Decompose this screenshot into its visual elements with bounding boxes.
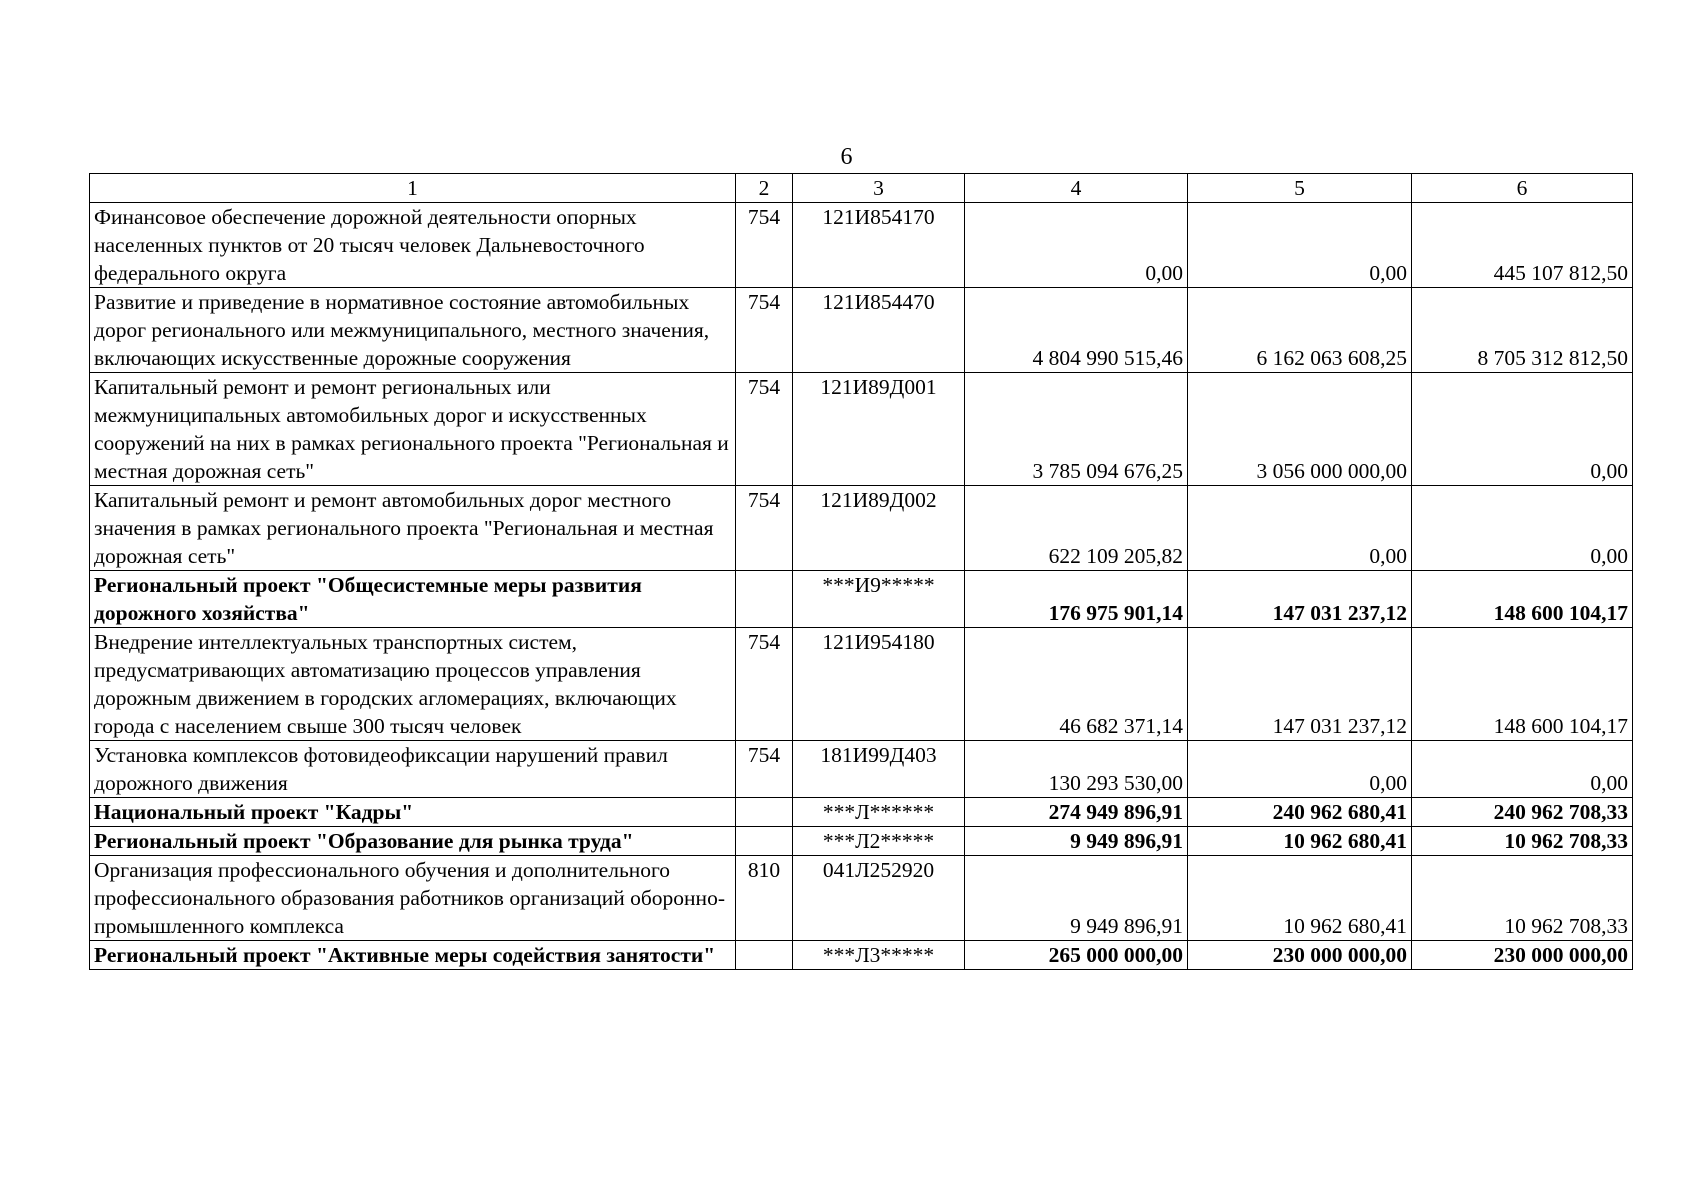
row-ved-code (736, 571, 793, 628)
row-target-code: 121И89Д002 (793, 486, 965, 571)
table-row (90, 571, 1633, 628)
table-row (90, 373, 1633, 486)
row-target-code: 121И89Д001 (793, 373, 965, 486)
row-name: Региональный проект "Активные меры содействия занятости" (90, 941, 736, 970)
row-value-col6: 0,00 (1412, 486, 1633, 571)
row-ved-code (736, 798, 793, 827)
row-ved-code (736, 827, 793, 856)
row-target-code: 121И854470 (793, 288, 965, 373)
table-row (90, 628, 1633, 741)
column-header: 1 (90, 174, 736, 203)
table-row (90, 203, 1633, 288)
table-row (90, 827, 1633, 856)
row-value-col6: 0,00 (1412, 373, 1633, 486)
row-value-col4: 274 949 896,91 (965, 798, 1188, 827)
row-name: Финансовое обеспечение дорожной деятельности опорных населенных пунктов от 20 тысяч человек Дальневосточного федерального округа (90, 203, 736, 288)
row-name: Национальный проект "Кадры" (90, 798, 736, 827)
row-value-col5: 10 962 680,41 (1188, 856, 1412, 941)
row-name: Установка комплексов фотовидеофиксации нарушений правил дорожного движения (90, 741, 736, 798)
row-value-col5: 240 962 680,41 (1188, 798, 1412, 827)
row-value-col6: 148 600 104,17 (1412, 571, 1633, 628)
row-value-col4: 130 293 530,00 (965, 741, 1188, 798)
row-target-code: 121И854170 (793, 203, 965, 288)
row-target-code: 121И954180 (793, 628, 965, 741)
row-value-col6: 10 962 708,33 (1412, 856, 1633, 941)
row-name: Развитие и приведение в нормативное состояние автомобильных дорог регионального или межмуниципального, местного значения, включающих искусственные дорожные сооружения (90, 288, 736, 373)
row-value-col5: 6 162 063 608,25 (1188, 288, 1412, 373)
row-ved-code: 754 (736, 486, 793, 571)
table-row (90, 741, 1633, 798)
row-target-code: ***Л3***** (793, 941, 965, 970)
row-ved-code: 754 (736, 628, 793, 741)
row-name: Капитальный ремонт и ремонт автомобильных дорог местного значения в рамках регионального проекта "Региональная и местная дорожная сеть" (90, 486, 736, 571)
row-value-col6: 445 107 812,50 (1412, 203, 1633, 288)
row-value-col5: 0,00 (1188, 203, 1412, 288)
row-ved-code: 754 (736, 741, 793, 798)
row-value-col6: 148 600 104,17 (1412, 628, 1633, 741)
row-ved-code: 754 (736, 373, 793, 486)
table-row (90, 941, 1633, 970)
row-name: Организация профессионального обучения и дополнительного профессионального образования работников организаций оборонно-промышленного комплекса (90, 856, 736, 941)
table-header-row (90, 174, 1633, 203)
column-header: 5 (1188, 174, 1412, 203)
row-value-col4: 0,00 (965, 203, 1188, 288)
row-ved-code: 754 (736, 203, 793, 288)
column-header: 6 (1412, 174, 1633, 203)
row-ved-code (736, 941, 793, 970)
row-target-code: 041Л252920 (793, 856, 965, 941)
row-ved-code: 810 (736, 856, 793, 941)
table-row (90, 798, 1633, 827)
row-value-col4: 265 000 000,00 (965, 941, 1188, 970)
row-target-code: ***Л2***** (793, 827, 965, 856)
row-value-col6: 240 962 708,33 (1412, 798, 1633, 827)
row-value-col5: 147 031 237,12 (1188, 571, 1412, 628)
row-value-col6: 230 000 000,00 (1412, 941, 1633, 970)
table-row (90, 288, 1633, 373)
row-value-col4: 9 949 896,91 (965, 827, 1188, 856)
row-value-col5: 230 000 000,00 (1188, 941, 1412, 970)
row-value-col5: 147 031 237,12 (1188, 628, 1412, 741)
row-ved-code: 754 (736, 288, 793, 373)
row-value-col4: 3 785 094 676,25 (965, 373, 1188, 486)
row-value-col4: 4 804 990 515,46 (965, 288, 1188, 373)
row-value-col5: 10 962 680,41 (1188, 827, 1412, 856)
page-number: 6 (840, 144, 853, 170)
row-value-col6: 0,00 (1412, 741, 1633, 798)
row-name: Региональный проект "Образование для рынка труда" (90, 827, 736, 856)
column-header: 2 (736, 174, 793, 203)
row-value-col4: 176 975 901,14 (965, 571, 1188, 628)
row-name: Региональный проект "Общесистемные меры развития дорожного хозяйства" (90, 571, 736, 628)
table-row (90, 856, 1633, 941)
row-name: Капитальный ремонт и ремонт региональных или межмуниципальных автомобильных дорог и искусственных сооружений на них в рамках регионального проекта "Региональная и местная дорожная сеть" (90, 373, 736, 486)
column-header: 3 (793, 174, 965, 203)
row-target-code: ***Л****** (793, 798, 965, 827)
row-value-col6: 10 962 708,33 (1412, 827, 1633, 856)
row-value-col4: 9 949 896,91 (965, 856, 1188, 941)
row-value-col4: 46 682 371,14 (965, 628, 1188, 741)
row-value-col5: 3 056 000 000,00 (1188, 373, 1412, 486)
column-header: 4 (965, 174, 1188, 203)
row-target-code: ***И9***** (793, 571, 965, 628)
row-value-col4: 622 109 205,82 (965, 486, 1188, 571)
row-value-col5: 0,00 (1188, 741, 1412, 798)
row-name: Внедрение интеллектуальных транспортных систем, предусматривающих автоматизацию процессов управления дорожным движением в городских агломерациях, включающих города с населением свыше 300 тысяч человек (90, 628, 736, 741)
row-target-code: 181И99Д403 (793, 741, 965, 798)
row-value-col6: 8 705 312 812,50 (1412, 288, 1633, 373)
budget-table (89, 173, 1633, 970)
row-value-col5: 0,00 (1188, 486, 1412, 571)
table-row (90, 486, 1633, 571)
